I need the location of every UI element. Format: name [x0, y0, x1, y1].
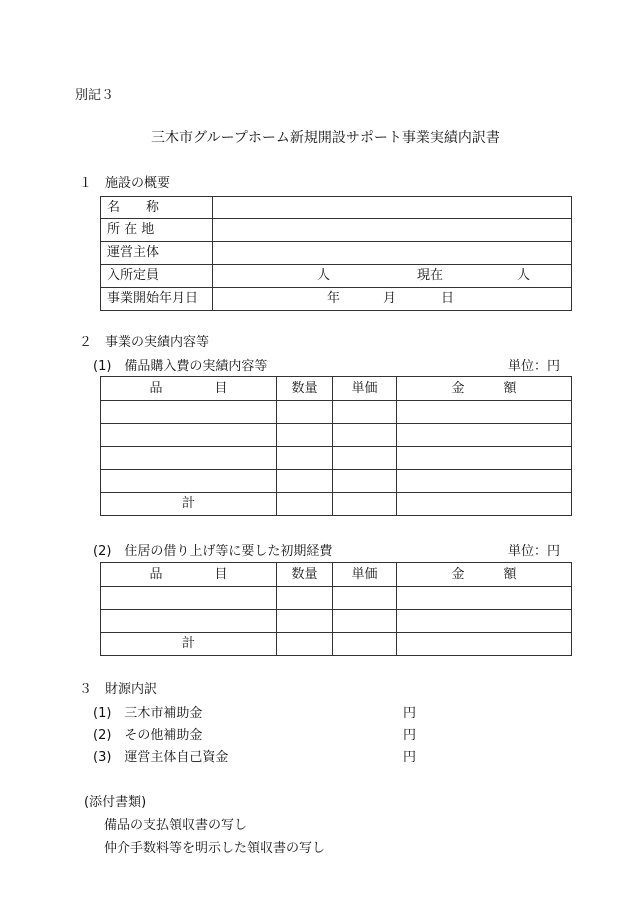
table-row — [101, 424, 572, 447]
funding-item-unit: 円 — [403, 750, 417, 765]
funding-item-label: (1) 三木市補助金 — [93, 706, 203, 721]
initial-cost-table — [100, 562, 572, 656]
facility-field-label: 運営主体 — [101, 242, 213, 265]
funding-item-unit: 円 — [403, 706, 417, 721]
start-date-value — [213, 288, 572, 311]
date-year: 年 — [327, 291, 341, 306]
total-label: 計 — [101, 633, 277, 656]
facility-field-label: 入所定員 — [101, 265, 213, 288]
table-row — [101, 587, 572, 610]
sub1-label: (1) 備品購入費の実績内容等 — [93, 359, 268, 374]
capacity-unit: 人 — [317, 268, 331, 283]
section2-heading: ２ 事業の実績内容等 — [79, 335, 210, 350]
header-qty: 数量 — [277, 563, 333, 587]
header-price: 単価 — [333, 563, 397, 587]
header-amount: 金 額 — [397, 563, 572, 587]
section3-heading: ３ 財源内訳 — [79, 682, 158, 697]
table-header-row — [101, 563, 572, 587]
facility-row — [101, 197, 572, 219]
facility-table — [100, 196, 572, 311]
facility-row — [101, 288, 572, 311]
total-row — [101, 633, 572, 656]
funding-item-label: (2) その他補助金 — [93, 728, 203, 743]
sub2-unit: 単位：円 — [508, 544, 561, 559]
facility-operator-value — [213, 242, 572, 265]
table-row — [101, 447, 572, 470]
date-month: 月 — [383, 291, 397, 306]
equipment-table — [100, 376, 572, 516]
funding-item-unit: 円 — [403, 728, 417, 743]
header-item: 品 目 — [101, 377, 277, 401]
attachment-item: 備品の支払領収書の写し — [104, 818, 248, 833]
facility-row — [101, 265, 572, 288]
facility-field-label: 所 在 地 — [101, 219, 213, 242]
facility-row — [101, 219, 572, 242]
sub2-label: (2) 住居の借り上げ等に要した初期経費 — [93, 544, 333, 559]
header-qty: 数量 — [277, 377, 333, 401]
capacity-value — [213, 265, 572, 288]
current-unit: 人 — [517, 268, 531, 283]
attachment-item: 仲介手数料等を明示した領収書の写し — [104, 841, 326, 856]
total-label: 計 — [101, 493, 277, 516]
attachments-heading: (添付書類) — [84, 795, 147, 810]
table-row — [101, 470, 572, 493]
funding-item-label: (3) 運営主体自己資金 — [93, 750, 229, 765]
section1-heading: １ 施設の概要 — [79, 176, 171, 191]
facility-address-value — [213, 219, 572, 242]
header-item: 品 目 — [101, 563, 277, 587]
table-row — [101, 401, 572, 424]
facility-field-label: 事業開始年月日 — [101, 288, 213, 311]
table-header-row — [101, 377, 572, 401]
facility-name-value — [213, 197, 572, 219]
date-day: 日 — [441, 291, 455, 306]
facility-field-label: 名 称 — [101, 197, 213, 219]
appendix-label: 別記３ — [75, 88, 115, 103]
table-row — [101, 610, 572, 633]
document-title: 三木市グループホーム新規開設サポート事業実績内訳書 — [151, 130, 500, 146]
total-row — [101, 493, 572, 516]
current-label: 現在 — [417, 268, 444, 283]
header-amount: 金 額 — [397, 377, 572, 401]
facility-row — [101, 242, 572, 265]
header-price: 単価 — [333, 377, 397, 401]
sub1-unit: 単位：円 — [508, 359, 561, 374]
